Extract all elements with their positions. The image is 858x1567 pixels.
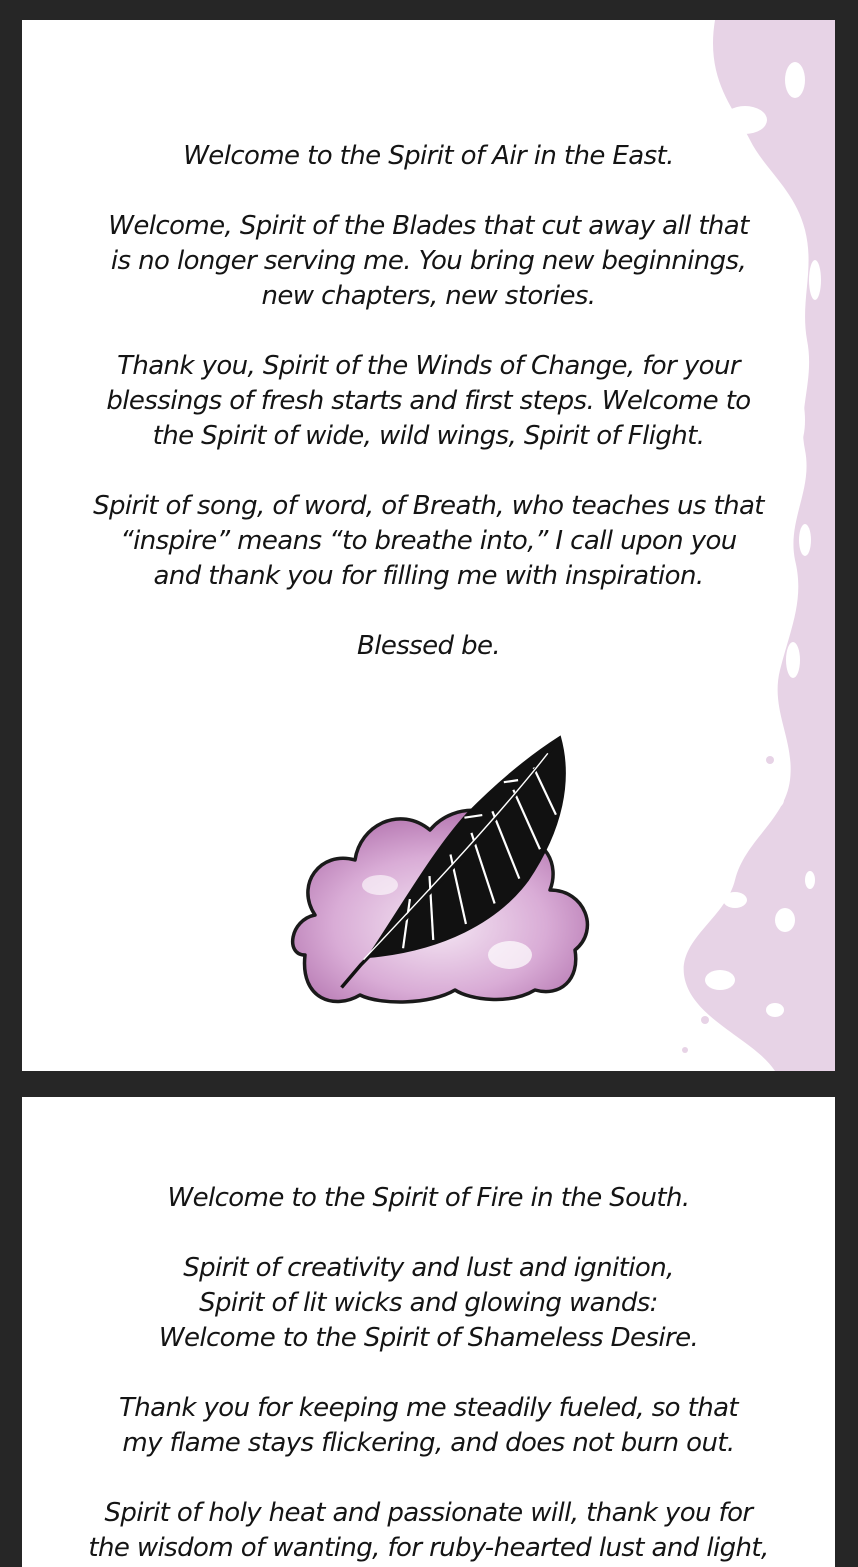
feather-cloud-icon	[260, 705, 620, 1015]
paragraph	[52, 629, 805, 664]
paragraph	[52, 349, 805, 454]
text-line: the Spirit of wide, wild wings, Spirit of Flight.	[152, 421, 705, 451]
text-line: the wisdom of wanting, for ruby-hearted lust and light,	[88, 1533, 769, 1563]
text-line: “inspire” means “to breathe into,” I call upon you	[120, 526, 737, 556]
paragraph	[52, 1391, 805, 1461]
text-line: my flame stays flickering, and does not burn out.	[122, 1428, 735, 1458]
welcome-text	[52, 139, 805, 699]
paragraph	[52, 1251, 805, 1356]
text-line: Spirit of lit wicks and glowing wands:	[199, 1288, 658, 1318]
welcome-text	[52, 1181, 805, 1567]
text-line: Welcome to the Spirit of Fire in the South.	[167, 1183, 690, 1213]
text-line: Spirit of holy heat and passionate will, thank you for	[104, 1498, 753, 1528]
paragraph	[52, 1496, 805, 1566]
text-line: Spirit of creativity and lust and ignition,	[183, 1253, 674, 1283]
paragraph	[52, 139, 805, 174]
text-line: Thank you for keeping me steadily fueled, so that	[118, 1393, 739, 1423]
text-line: Welcome to the Spirit of Air in the East.	[183, 141, 674, 171]
paragraph	[52, 209, 805, 314]
text-line: and thank you for filling me with inspiration.	[153, 561, 704, 591]
text-line: Spirit of song, of word, of Breath, who teaches us that	[93, 491, 764, 521]
page-fire-south	[22, 1097, 835, 1567]
text-line: Thank you, Spirit of the Winds of Change, for your	[117, 351, 740, 381]
paragraph	[52, 1181, 805, 1216]
text-line: Welcome to the Spirit of Shameless Desire.	[158, 1323, 699, 1353]
text-line: Blessed be.	[356, 631, 501, 661]
page-air-east	[22, 20, 835, 1071]
text-line: is no longer serving me. You bring new beginnings,	[110, 246, 747, 276]
text-line: new chapters, new stories.	[261, 281, 596, 311]
text-line: blessings of fresh starts and first steps. Welcome to	[106, 386, 751, 416]
text-line: Welcome, Spirit of the Blades that cut away all that	[108, 211, 749, 241]
paragraph	[52, 489, 805, 594]
